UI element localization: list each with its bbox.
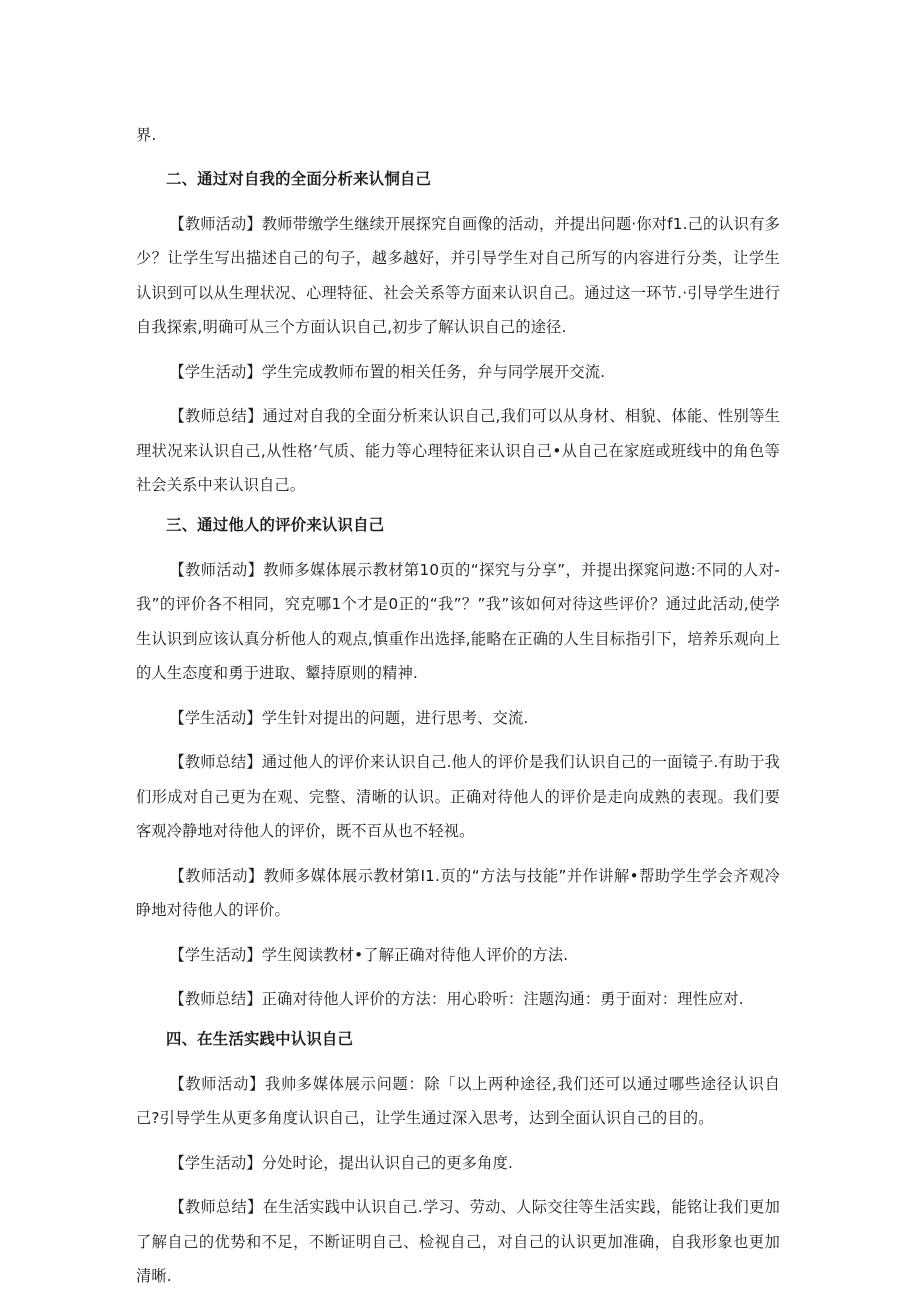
paragraph-continuation: 界. [136, 126, 157, 144]
section-heading-4: 四、在生活实践中认识自己 [166, 1029, 354, 1048]
paragraph-teacher-activity-2: 【教师活动】教师多媒体展示教材第10页的“探究与分享”，并提出探窕问遨:不同的人对-我”的评价各不相同，究克哪1个才是0正的“我”？”我”该如何对待这些评价？通过此活动,使学生认识到应该认真分析他人的观点,慎重作出选择,能略在正确的人生目标指引下，培养乐观向上的人生态度和勇于进取、颦持原则的精神. [136, 560, 780, 682]
paragraph-student-activity-2: 【学生活动】学生针对提出的问题，进行思考、交流. [169, 708, 529, 727]
section-heading-2: 二、通过对自我的全面分析来认恫自己 [166, 169, 432, 188]
paragraph-teacher-summary-1: 【教师总结】通过对自我的全面分析来认识自己,我们可以从身材、相貌、体能、性别等生理状况来认识自己,从性格’气质、能力等心理特征来认识自己•从自己在家庭或班线中的角色等社会关系中来认识自己。 [136, 407, 780, 494]
paragraph-teacher-summary-2: 【教师总结】通过他人的评价来认识自己.他人的评价是我们认识自己的一面镜子.有助于我们形成对自己更为在观、完整、清晰的认识。正确对待他人的评价是走向成熟的表现。我们要客观冷静地对待他人的评价，既不百从也不轻视。 [136, 753, 780, 840]
paragraph-teacher-activity-3: 【教师活动】教师多媒体展示教材第I1.页的“方法与技能”并作讲解•帮助学生学会齐观冷睁地对待他人的评价。 [136, 866, 780, 919]
paragraph-student-activity-3: 【学生活动】学生阅读教材•了解正确对待他人评价的方法. [169, 945, 569, 964]
section-heading-3: 三、通过他人的评价来认识自己 [166, 515, 385, 534]
paragraph-teacher-activity-1: 【教师活动】教师带缴学生继续开展探究自画像的活动，并提出问题·你对f1.己的认识有多少？让学生写出描述自己的句子，越多越好，并引导学生对自己所写的内容进行分类，让学生认识到可以从生理状况、心理特征、社会关系等方面来认识自己。通过这一环节.·引导学生进行自我探索,明确可从三个方面认识自己,初步了解认识自己的途径. [136, 214, 780, 336]
paragraph-teacher-activity-4: 【教师活动】我帅多媒体展示问题：除「以上两种途径,我们还可以通过哪些途径认识自己?引导学生从更多角度认识自己，让学生通过深入思考，达到全面认识自己的目的。 [136, 1074, 780, 1127]
paragraph-student-activity-4: 【学生活动】分处时论，提出认识自己的更多角度. [169, 1153, 513, 1172]
paragraph-teacher-summary-3: 【教师总结】正确对待他人评价的方法：用心聆听：注题沟通：勇于面对：理性应对. [169, 990, 744, 1008]
paragraph-student-activity-1: 【学生活动】学生完成教师布置的相关任务，弁与同学展开交流. [169, 362, 606, 381]
paragraph-teacher-summary-4: 【教师总结】在生活实践中认识自己.学习、劳动、人际交往等生活实践，能铭让我们更加了解自己的优势和不足，不断证明自己、检视自己，对自己的认识更加准确，自我形象也更加清晰. [136, 1198, 780, 1285]
